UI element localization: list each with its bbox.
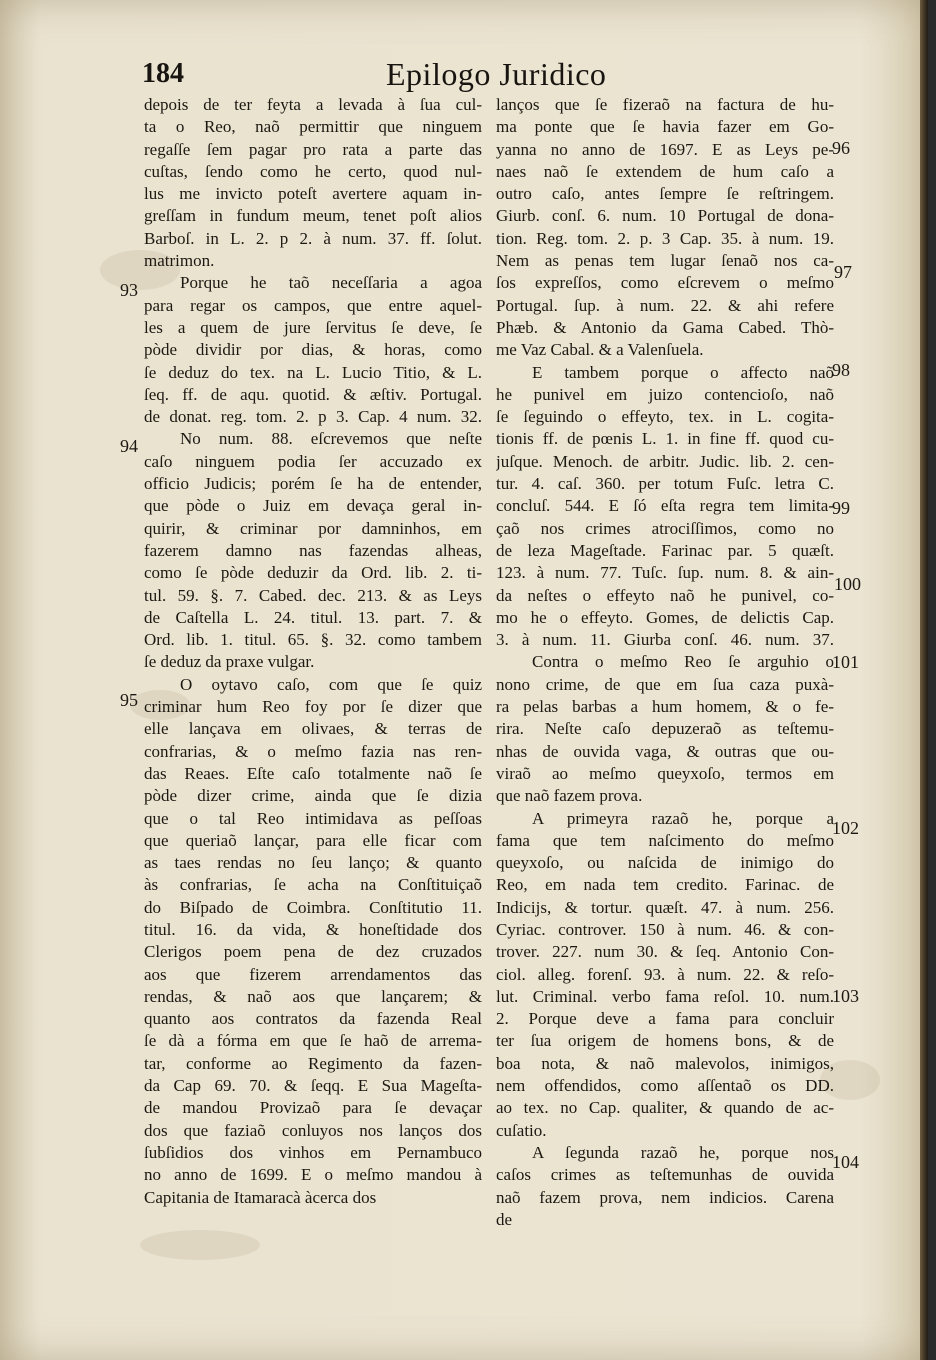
margin-number: 98 [832, 360, 850, 380]
text-line: de mandou Provizaõ para ſe devaçar [144, 1098, 482, 1118]
text-line: queyxoſo, ou naſcida de inimigo do [496, 853, 834, 873]
page-header [0, 56, 928, 96]
text-line: lus me invicto poteſt avertere aquam in- [144, 184, 482, 204]
text-line: officio Judicis; porém ſe ha de entender, [144, 474, 482, 494]
text-line: as taes rendas no ſeu lanço; & quanto [144, 853, 482, 873]
text-line: 3. à num. 11. Giurba conſ. 46. num. 37. [496, 630, 834, 650]
text-line: Capitania de Itamaracà àcerca dos [144, 1187, 377, 1207]
text-line: aos que fizerem arrendamentos das [144, 964, 482, 984]
text-line: que o tal Reo intimidava as peſſoas [144, 808, 482, 828]
text-line: ſeq. ff. de aqu. quotid. & æſtiv. Portugal. [144, 384, 482, 404]
text-line: mo he o effeyto. Gomes, de delictis Cap. [496, 607, 834, 627]
text-line: fazerem damno nas fazendas alheas, [144, 540, 482, 560]
text-line: da neſtes o effeyto naõ he punivel, co- [496, 585, 834, 605]
margin-number: 99 [832, 498, 850, 518]
text-line: no anno de 1699. E o meſmo mandou à [144, 1165, 482, 1185]
text-line: matrimon. [144, 251, 215, 271]
text-line: criminar hum Reo foy por ſe dizer que [144, 697, 482, 717]
margin-number: 101 [832, 652, 859, 672]
page-number: 184 [142, 58, 184, 89]
text-line: Barboſ. in L. 2. p 2. à num. 37. ff. ſolut. [144, 228, 482, 248]
text-line: que pòde o Juiz em devaça geral in- [144, 496, 482, 516]
text-line: elle lançava em olivaes, & terras de [144, 719, 482, 739]
text-line: me Vaz Cabal. & a Valenſuela. [496, 340, 704, 360]
text-line: No num. 88. eſcrevemos que neſte [180, 429, 482, 449]
margin-number: 103 [832, 986, 859, 1006]
text-line: caſos crimes as teſtemunhas de ouvida [496, 1165, 834, 1185]
text-line: do Biſpado de Coimbra. Conſtitutio 11. [144, 897, 482, 917]
text-line: de [496, 1209, 513, 1229]
text-line: de Caſtella L. 24. titul. 13. part. 7. & [144, 607, 482, 627]
text-line: de leza Mageſtade. Farinac par. 5 quæſt. [496, 540, 834, 560]
text-line: les a quem de jure ſervitus ſe deve, ſe [144, 317, 482, 337]
text-line: Giurb. conſ. 6. num. 10 Portugal de dona- [496, 206, 834, 226]
text-line: yanna no anno de 1697. E as Leys pe- [496, 139, 834, 159]
margin-number: 95 [120, 690, 138, 710]
text-line: quanto aos contratos da fazenda Real [144, 1009, 482, 1029]
text-line: caſo ninguem podia ſer accuzado ex [144, 451, 482, 471]
text-line: A primeyra razaõ he, porque a [532, 808, 834, 828]
text-line: greſſam in fundum meum, tenet poſt alios [144, 206, 482, 226]
text-line: ter ſua origem de homens bons, & de [496, 1031, 834, 1051]
text-line: E tambem porque o affecto naõ [532, 362, 834, 382]
text-line: das Reaes. Eſte caſo totalmente naõ ſe [144, 763, 482, 783]
text-line: lut. Criminal. verbo fama reſol. 10. num. [496, 986, 834, 1006]
text-line: depois de ter feyta a levada à ſua cul- [144, 95, 482, 114]
text-line: ma ponte que ſe havia fazer em Go- [496, 117, 834, 137]
margin-number: 97 [834, 262, 852, 282]
text-line: nem offendidos, como aſſentaõ os DD. [496, 1076, 834, 1096]
text-line: 2. Porque deve a fama para concluir [496, 1009, 834, 1029]
text-line: para regar os campos, que entre aquel- [144, 295, 482, 315]
text-line: cuſtas, ſendo como he certo, quod nul- [144, 161, 482, 181]
text-line: Reo, em nada tem credito. Farinac. de [496, 875, 834, 895]
text-line: 123. à num. 77. Tuſc. ſup. num. 8. & ain- [496, 563, 834, 583]
text-line: quirir, & criminar por damninhos, em [144, 518, 482, 538]
text-line: boa nota, & naõ malevolos, inimigos, [496, 1053, 834, 1073]
text-line: ſe ſeguindo o effeyto, tex. in L. cogita- [496, 407, 834, 427]
text-line: pòde dizer crime, ainda que ſe dizia [144, 786, 482, 806]
text-line: ſe deduz da praxe vulgar. [144, 652, 315, 672]
page-edge-shadow [920, 0, 928, 1360]
text-line: trover. 227. num 30. & ſeq. Antonio Con- [496, 942, 834, 962]
text-line: ao tex. no Cap. qualiter, & quando de ac- [496, 1098, 834, 1118]
text-line: ta o Reo, naõ permittir que ninguem [144, 117, 482, 137]
text-line: naõ fazem prova, nem indicios. Carena [496, 1187, 834, 1207]
text-line: Cyriac. controver. 150 à num. 46. & con- [496, 919, 834, 939]
text-line: he punivel em juizo contencioſo, naõ [496, 384, 834, 404]
text-line: Phæb. & Antonio da Gama Cabed. Thò- [496, 317, 834, 337]
text-line: çaõ nos crimes atrociſſimos, como no [496, 518, 834, 538]
text-line: tur. 4. caſ. 360. per totum Fuſc. letra C. [496, 474, 834, 494]
text-line: nhas de ouvida vaga, & outras que ou- [496, 741, 834, 761]
text-line: tion. Reg. tom. 2. p. 3 Cap. 35. à num. 19. [496, 228, 834, 248]
text-line: ciol. alleg. forenſ. 93. à num. 22. & reſo- [496, 964, 834, 984]
text-line: Portugal. ſup. à num. 22. & ahi refere [496, 295, 834, 315]
text-line: que naõ fazem prova. [496, 786, 643, 806]
text-line: nono crime, de que em ſua caza puxà- [496, 674, 834, 694]
text-line: rendas, & naõ aos que lançarem; & [144, 986, 482, 1006]
text-line: A ſegunda razaõ he, porque nos [532, 1142, 834, 1162]
text-line: tionis ff. de pœnis L. 1. in fine ff. quod cu- [496, 429, 834, 449]
text-line: viraõ ao meſmo queyxoſo, termos em [496, 763, 834, 783]
text-line: juſque. Menoch. de arbitr. Judic. lib. 2. cen- [496, 451, 834, 471]
text-line: que queriaõ lançar, para elle ficar com [144, 830, 482, 850]
margin-number: 104 [832, 1152, 859, 1172]
text-line: dos que faziaõ conluyos nos lanços dos [144, 1120, 482, 1140]
text-line: titul. 16. da vida, & honeſtidade dos [144, 919, 482, 939]
margin-number: 96 [832, 138, 850, 158]
text-line: lanços que ſe fizeraõ na factura de hu- [496, 95, 834, 114]
text-line: regaſſe ſem pagar pro rata a parte das [144, 139, 482, 159]
text-line: ra pelas barbas a hum homem, & o fe- [496, 697, 834, 717]
margin-number: 93 [120, 280, 138, 300]
text-line: ſubſidios dos vinhos em Pernambuco [144, 1142, 482, 1162]
margin-number: 100 [834, 574, 861, 594]
margin-number: 94 [120, 436, 138, 456]
text-line: Clerigos poem pena de dez cruzados [144, 942, 482, 962]
text-line: concluſ. 544. E ſó eſta regra tem limita- [496, 496, 834, 516]
text-line: pòde dividir por dias, & horas, como [144, 340, 482, 360]
text-line: ſe deduz do tex. na L. Lucio Titio, & L. [144, 362, 482, 382]
text-line: Contra o meſmo Reo ſe arguhio o [532, 652, 834, 672]
margin-number: 102 [832, 818, 859, 838]
text-line: de donat. reg. tom. 2. p 3. Cap. 4 num. 32. [144, 407, 482, 427]
text-line: ſe dà a fórma em que ſe haõ de arrema- [144, 1031, 482, 1051]
text-line: Nem as penas tem lugar ſenaõ nos ca- [496, 251, 834, 271]
text-line: às confrarias, ſe acha na Conſtituiçaõ [144, 875, 482, 895]
text-line: Indicijs, & tortur. quæſt. 47. à num. 256. [496, 897, 834, 917]
text-line: outro caſo, antes ſempre ſe reſtringem. [496, 184, 834, 204]
text-line: tul. 59. §. 7. Cabed. dec. 213. & as Leys [144, 585, 482, 605]
text-line: da Cap 69. 70. & ſeqq. E Sua Mageſta- [144, 1076, 482, 1096]
text-line: fama que tem naſcimento do meſmo [496, 830, 834, 850]
right-text-column [496, 94, 834, 1231]
text-line: Ord. lib. 1. titul. 65. §. 32. como tambem [144, 630, 482, 650]
text-line: naes naõ ſe extendem de hum caſo a [496, 161, 834, 181]
running-title: Epilogo Juridico [386, 56, 607, 92]
text-line: cuſatio. [496, 1120, 547, 1140]
text-line: Porque he taõ neceſſaria a agoa [180, 273, 482, 293]
text-line: rira. Neſte caſo depuzeraõ as teſtemu- [496, 719, 834, 739]
left-text-column [144, 94, 482, 1209]
text-line: como ſe pòde deduzir da Ord. lib. 2. ti- [144, 563, 482, 583]
text-line: tar, conforme ao Regimento da fazen- [144, 1053, 482, 1073]
text-line: O oytavo caſo, com que ſe quiz [180, 674, 482, 694]
text-line: confrarias, & o meſmo fazia nas ren- [144, 741, 482, 761]
text-line: ſos expreſſos, como eſcrevem o meſmo [496, 273, 834, 293]
